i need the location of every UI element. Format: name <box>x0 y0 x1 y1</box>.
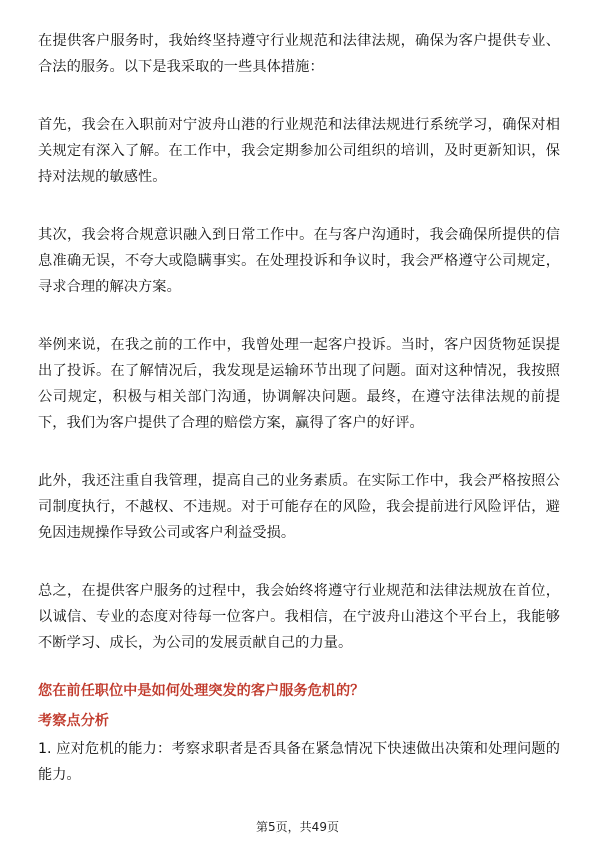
analysis-heading: 考察点分析 <box>38 713 109 729</box>
page-number: 第5页，共49页 <box>256 820 339 834</box>
answer-paragraph-intro: 在提供客户服务时，我始终坚持遵守行业规范和法律法规，确保为客户提供专业、合法的服务。以下是我采取的一些具体措施： <box>38 33 560 75</box>
answer-paragraph-conclusion: 总之，在提供客户服务的过程中，我会始终将遵守行业规范和法律法规放在首位，以诚信、专业的态度对待每一位客户。我相信，在宁波舟山港这个平台上，我能够不断学习、成长，为公司的发展贡献自己的力量。 <box>38 583 560 651</box>
analysis-item: 1. 应对危机的能力：考察求职者是否具备在紧急情况下快速做出决策和处理问题的能力。 <box>38 741 560 783</box>
answer-paragraph-example: 举例来说，在我之前的工作中，我曾处理一起客户投诉。当时，客户因货物延误提出了投诉。在了解情况后，我发现是运输环节出现了问题。面对这种情况，我按照公司规定，积极与相关部门沟通，协调解决问题。最终，在遵守法律法规的前提下，我们为客户提供了合理的赔偿方案，赢得了客户的好评。 <box>38 337 560 431</box>
page-footer <box>0 818 595 835</box>
answer-paragraph-second: 其次，我会将合规意识融入到日常工作中。在与客户沟通时，我会确保所提供的信息准确无误，不夸大或隐瞒事实。在处理投诉和争议时，我会严格遵守公司规定，寻求合理的解决方案。 <box>38 227 560 295</box>
answer-paragraph-first: 首先，我会在入职前对宁波舟山港的行业规范和法律法规进行系统学习，确保对相关规定有深入了解。在工作中，我会定期参加公司组织的培训，及时更新知识，保持对法规的敏感性。 <box>38 117 560 185</box>
document-body <box>38 28 560 788</box>
answer-paragraph-additionally: 此外，我还注重自我管理，提高自己的业务素质。在实际工作中，我会严格按照公司制度执行，不越权、不违规。对于可能存在的风险，我会提前进行风险评估，避免因违规操作导致公司或客户利益受损。 <box>38 473 560 541</box>
interview-question: 您在前任职位中是如何处理突发的客户服务危机的？ <box>38 683 365 699</box>
